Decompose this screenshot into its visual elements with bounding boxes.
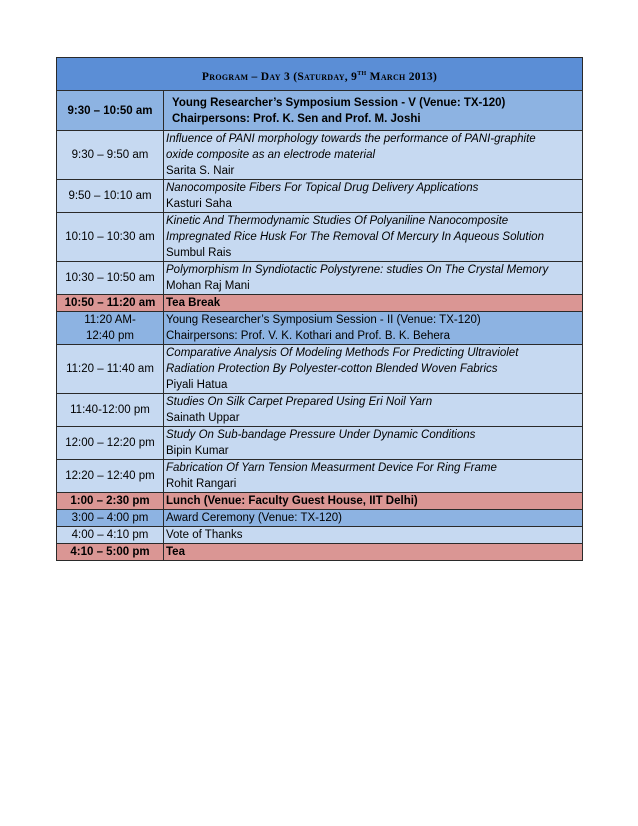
talk-speaker: Rohit Rangari — [166, 478, 237, 490]
session-title: Young Researcher’s Symposium Session - II (Venue: TX-120) — [166, 314, 481, 326]
session-header-row — [57, 312, 583, 345]
session-chairpersons: Chairpersons: Prof. K. Sen and Prof. M. Joshi — [172, 112, 421, 125]
talk-title: Kinetic And Thermodynamic Studies Of Polyaniline Nanocomposite — [166, 215, 509, 227]
session-time-line: 12:40 pm — [86, 330, 134, 342]
program-title — [57, 58, 583, 91]
talk-time: 12:00 – 12:20 pm — [57, 427, 164, 460]
table-row — [57, 262, 583, 295]
break-time: 4:10 – 5:00 pm — [57, 544, 164, 561]
talk-cell — [164, 427, 583, 460]
session-time-line: 11:20 AM- — [84, 314, 136, 326]
table-row — [57, 510, 583, 527]
session-title: Young Researcher’s Symposium Session - V (Venue: TX-120) — [172, 96, 506, 109]
title-date: March 2013) — [366, 70, 438, 83]
talk-speaker: Kasturi Saha — [166, 198, 232, 210]
talk-cell — [164, 213, 583, 262]
talk-time: 11:20 – 11:40 am — [57, 345, 164, 394]
break-time: 1:00 – 2:30 pm — [57, 493, 164, 510]
table-row — [57, 180, 583, 213]
talk-title: Fabrication Of Yarn Tension Measurment Device For Ring Frame — [166, 462, 497, 474]
talk-cell — [164, 180, 583, 213]
talk-title: Study On Sub-bandage Pressure Under Dynamic Conditions — [166, 429, 476, 441]
talk-time: 11:40-12:00 pm — [57, 394, 164, 427]
talk-speaker: Mohan Raj Mani — [166, 280, 250, 292]
talk-cell — [164, 460, 583, 493]
talk-speaker: Sumbul Rais — [166, 247, 232, 259]
talk-time: 9:30 – 9:50 am — [57, 131, 164, 180]
table-row — [57, 345, 583, 394]
table-row — [57, 394, 583, 427]
session-header-row — [57, 91, 583, 131]
break-row — [57, 295, 583, 312]
event-label: Award Ceremony (Venue: TX-120) — [164, 510, 583, 527]
session-time — [57, 312, 164, 345]
talk-speaker: Bipin Kumar — [166, 445, 229, 457]
talk-time: 10:10 – 10:30 am — [57, 213, 164, 262]
program-table — [56, 57, 583, 561]
talk-speaker: Sainath Uppar — [166, 412, 240, 424]
talk-title: Comparative Analysis Of Modeling Methods For Predicting Ultraviolet — [166, 347, 519, 359]
session-time: 9:30 – 10:50 am — [57, 91, 164, 131]
table-row — [57, 460, 583, 493]
event-time: 3:00 – 4:00 pm — [57, 510, 164, 527]
talk-title: Radiation Protection By Polyester-cotton Blended Woven Fabrics — [166, 363, 498, 375]
session-chairpersons: Chairpersons: Prof. V. K. Kothari and Prof. B. K. Behera — [166, 330, 451, 342]
title-superscript: th — [357, 66, 367, 77]
table-row — [57, 131, 583, 180]
break-row — [57, 493, 583, 510]
talk-title: Studies On Silk Carpet Prepared Using Eri Noil Yarn — [166, 396, 433, 408]
talk-time: 9:50 – 10:10 am — [57, 180, 164, 213]
break-label: Tea — [164, 544, 583, 561]
session-info — [164, 91, 583, 131]
talk-speaker: Sarita S. Nair — [166, 165, 235, 177]
talk-title: Nanocomposite Fibers For Topical Drug Delivery Applications — [166, 182, 479, 194]
talk-cell — [164, 131, 583, 180]
talk-title: Impregnated Rice Husk For The Removal Of Mercury In Aqueous Solution — [166, 231, 544, 243]
talk-cell — [164, 262, 583, 295]
title-main: Program – Day 3 (Saturday, 9 — [201, 70, 358, 83]
talk-cell — [164, 345, 583, 394]
break-label: Lunch (Venue: Faculty Guest House, IIT Delhi) — [164, 493, 583, 510]
talk-speaker: Piyali Hatua — [166, 379, 228, 391]
session-info — [164, 312, 583, 345]
talk-time: 10:30 – 10:50 am — [57, 262, 164, 295]
talk-title: oxide composite as an electrode material — [166, 149, 376, 161]
table-row — [57, 527, 583, 544]
break-label: Tea Break — [164, 295, 583, 312]
talk-title: Polymorphism In Syndiotactic Polystyrene: studies On The Crystal Memory — [166, 264, 549, 276]
table-row — [57, 427, 583, 460]
event-label: Vote of Thanks — [164, 527, 583, 544]
event-time: 4:00 – 4:10 pm — [57, 527, 164, 544]
talk-title: Influence of PANI morphology towards the performance of PANI-graphite — [166, 133, 536, 145]
break-time: 10:50 – 11:20 am — [57, 295, 164, 312]
break-row — [57, 544, 583, 561]
table-row — [57, 213, 583, 262]
talk-cell — [164, 394, 583, 427]
talk-time: 12:20 – 12:40 pm — [57, 460, 164, 493]
